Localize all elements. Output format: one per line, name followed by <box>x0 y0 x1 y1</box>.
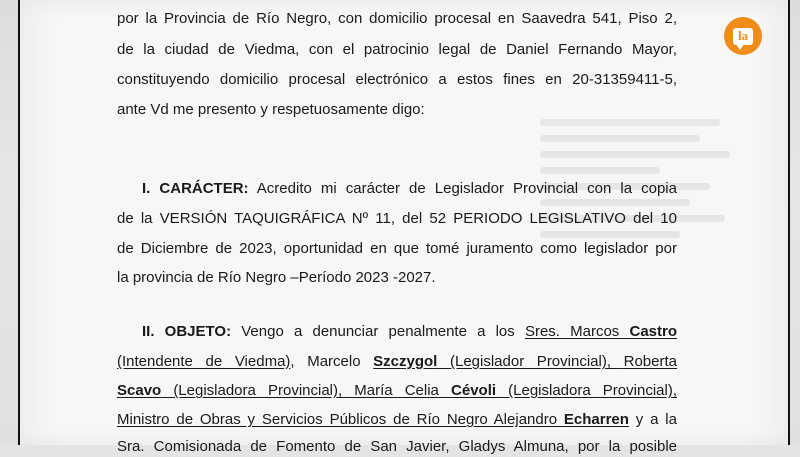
accused-surname: Echarren <box>563 411 629 428</box>
accused-role: (Legisladora Provincial), <box>496 382 677 399</box>
section-2-line <box>117 410 677 430</box>
section-1-line: la provincia de Río Negro –Período 2023 -2027. <box>117 269 436 286</box>
section-1-line: de la VERSIÓN TAQUIGRÁFICA Nº 11, del 52 PERIODO LEGISLATIVO del 10 <box>117 210 677 227</box>
accused-role: Ministro de Obras y Servicios Públicos de Río Negro Alejandro <box>117 411 564 428</box>
publisher-logo-icon[interactable] <box>724 17 762 55</box>
accused-role: (Legisladora Provincial), María Celia <box>161 382 452 399</box>
accused-surname: Szczygol <box>373 353 438 370</box>
section-1-heading: I. CARÁCTER: <box>142 180 249 197</box>
text-fragment: y a la <box>628 411 677 428</box>
accused-surname: Castro <box>629 323 677 340</box>
section-2-line <box>117 381 677 401</box>
section-1-line: de Diciembre de 2023, oportunidad en que tomé juramento como legislador por <box>117 240 677 257</box>
accused-name <box>525 323 677 340</box>
intro-line: constituyendo domicilio procesal electrónico a estos fines en 20-31359411-5, <box>117 71 677 88</box>
text-fragment: , Marcelo <box>290 353 374 370</box>
section-2-line <box>117 352 677 372</box>
intro-line: por la Provincia de Río Negro, con domicilio procesal en Saavedra 541, Piso 2, <box>117 10 677 27</box>
section-1-text: Acredito mi carácter de Legislador Provincial con la copia <box>248 180 677 197</box>
intro-line: de la ciudad de Viedma, con el patrocinio legal de Daniel Fernando Mayor, <box>117 41 677 58</box>
accused-title: Sres. Marcos <box>524 323 630 340</box>
accused-surname: Scavo <box>117 382 162 399</box>
logo-mark: la <box>733 28 753 45</box>
accused-role: (Legislador Provincial), <box>437 353 624 370</box>
section-2-first-line <box>142 322 677 342</box>
accused-role: (Intendente de Viedma) <box>117 353 291 370</box>
intro-line: ante Vd me presento y respetuosamente digo: <box>117 101 425 118</box>
section-2-text: Vengo a denunciar penalmente a los <box>231 323 525 340</box>
accused-surname: Cévoli <box>451 382 497 399</box>
section-2-line: Sra. Comisionada de Fomento de San Javier, Gladys Almuna, por la posible <box>117 438 677 455</box>
accused-name: Roberta <box>623 353 677 370</box>
section-2-heading: II. OBJETO: <box>142 323 232 340</box>
section-1-first-line <box>142 179 677 199</box>
